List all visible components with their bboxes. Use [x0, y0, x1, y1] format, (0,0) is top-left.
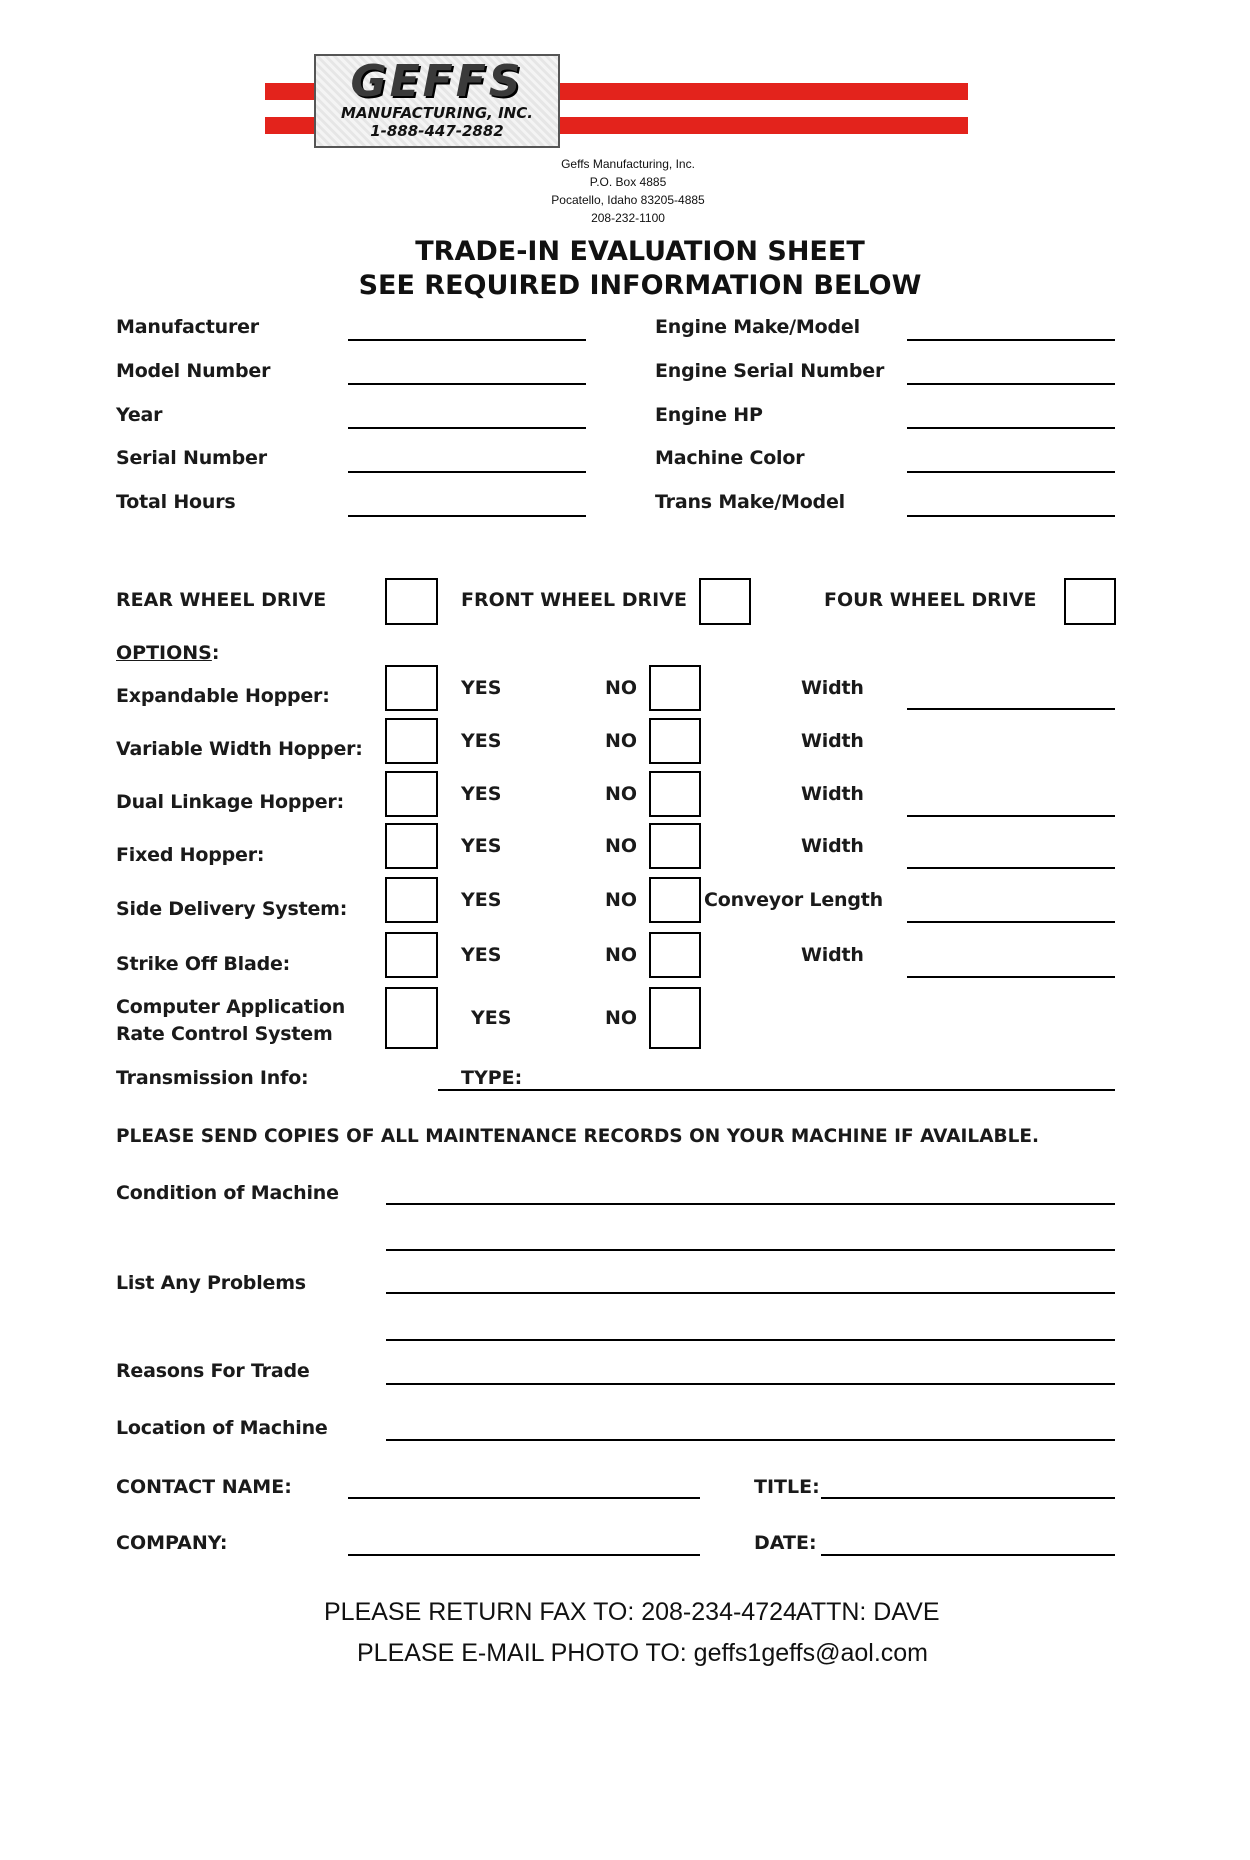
yes-label: YES — [461, 783, 502, 805]
logo-phone: 1-888-447-2882 — [370, 122, 504, 140]
option-label-computer-application: Computer Application — [116, 996, 346, 1018]
width-label: Width — [801, 835, 864, 857]
condition-line-1[interactable] — [386, 1203, 1115, 1205]
problems-line-1[interactable] — [386, 1292, 1115, 1294]
width-label: Width — [801, 730, 864, 752]
computer-rate-control-yes-checkbox[interactable] — [385, 987, 438, 1049]
fixed-hopper-yes-checkbox[interactable] — [385, 823, 438, 869]
list-any-problems-label: List Any Problems — [116, 1272, 306, 1294]
company-label: COMPANY: — [116, 1532, 228, 1554]
field-label-year: Year — [116, 404, 163, 426]
contact-name-label: CONTACT NAME: — [116, 1476, 292, 1498]
fax-attention: ATTN: DAVE — [796, 1598, 940, 1626]
no-label: NO — [605, 730, 638, 752]
field-label-trans-make-model: Trans Make/Model — [655, 491, 845, 513]
serial-number-input-line[interactable] — [348, 471, 586, 473]
address-line: P.O. Box 4885 — [589, 175, 667, 189]
width-label: Width — [801, 677, 864, 699]
strike-off-blade-yes-checkbox[interactable] — [385, 932, 438, 978]
date-label: DATE: — [754, 1532, 817, 1554]
conveyor-length-line[interactable] — [907, 921, 1115, 923]
option-label-fixed-hopper: Fixed Hopper: — [116, 844, 265, 866]
model-number-input-line[interactable] — [348, 383, 586, 385]
field-label-serial-number: Serial Number — [116, 447, 267, 469]
strike-off-blade-no-checkbox[interactable] — [649, 932, 701, 978]
fixed-hopper-no-checkbox[interactable] — [649, 823, 701, 869]
options-heading — [116, 642, 219, 664]
condition-line-2[interactable] — [386, 1249, 1115, 1251]
field-label-model-number: Model Number — [116, 360, 271, 382]
yes-label: YES — [461, 835, 502, 857]
fixed-hopper-width-line[interactable] — [907, 867, 1115, 869]
no-label: NO — [605, 944, 638, 966]
side-delivery-system-no-checkbox[interactable] — [649, 877, 701, 923]
field-label-machine-color: Machine Color — [655, 447, 805, 469]
manufacturer-input-line[interactable] — [348, 339, 586, 341]
option-label-variable-width-hopper: Variable Width Hopper: — [116, 738, 363, 760]
yes-label: YES — [471, 1007, 512, 1029]
drive-label-rear: REAR WHEEL DRIVE — [116, 589, 327, 611]
form-subtitle: SEE REQUIRED INFORMATION BELOW — [358, 270, 922, 301]
width-label: Width — [801, 783, 864, 805]
address-line: 208-232-1100 — [591, 211, 665, 225]
no-label: NO — [605, 835, 638, 857]
option-label-rate-control-system: Rate Control System — [116, 1023, 333, 1045]
date-line[interactable] — [821, 1554, 1115, 1556]
field-label-engine-make-model: Engine Make/Model — [655, 316, 860, 338]
no-label: NO — [605, 889, 638, 911]
problems-line-2[interactable] — [386, 1339, 1115, 1341]
logo-subtitle: MANUFACTURING, INC. — [341, 104, 533, 122]
total-hours-input-line[interactable] — [348, 515, 586, 517]
drive-label-four: FOUR WHEEL DRIVE — [824, 589, 1037, 611]
company-address — [478, 155, 778, 227]
width-label: Width — [801, 944, 864, 966]
contact-name-line[interactable] — [348, 1497, 700, 1499]
fax-instruction: PLEASE RETURN FAX TO: 208-234-4724 — [324, 1598, 797, 1626]
field-label-manufacturer: Manufacturer — [116, 316, 259, 338]
option-label-dual-linkage-hopper: Dual Linkage Hopper: — [116, 791, 344, 813]
expandable-hopper-no-checkbox[interactable] — [649, 665, 701, 711]
form-title: TRADE-IN EVALUATION SHEET — [415, 236, 865, 267]
expandable-hopper-yes-checkbox[interactable] — [385, 665, 438, 711]
location-line[interactable] — [386, 1439, 1115, 1441]
rear-wheel-drive-checkbox[interactable] — [385, 578, 438, 625]
front-wheel-drive-checkbox[interactable] — [699, 578, 751, 625]
option-label-expandable-hopper: Expandable Hopper: — [116, 685, 330, 707]
no-label: NO — [605, 677, 638, 699]
four-wheel-drive-checkbox[interactable] — [1064, 578, 1116, 625]
field-label-total-hours: Total Hours — [116, 491, 236, 513]
expandable-hopper-width-line[interactable] — [907, 708, 1115, 710]
no-label: NO — [605, 783, 638, 805]
reasons-for-trade-label: Reasons For Trade — [116, 1360, 310, 1382]
company-logo — [314, 54, 560, 148]
variable-width-hopper-no-checkbox[interactable] — [649, 718, 701, 764]
field-label-engine-hp: Engine HP — [655, 404, 763, 426]
title-label: TITLE: — [754, 1476, 820, 1498]
engine-hp-input-line[interactable] — [907, 427, 1115, 429]
transmission-info-label: Transmission Info: — [116, 1067, 309, 1089]
machine-color-input-line[interactable] — [907, 471, 1115, 473]
logo-name: GEFFS — [350, 56, 524, 107]
computer-rate-control-no-checkbox[interactable] — [649, 987, 701, 1049]
conveyor-length-label: Conveyor Length — [704, 889, 883, 911]
title-line[interactable] — [821, 1497, 1115, 1499]
options-heading-text: OPTIONS — [116, 642, 212, 664]
dual-linkage-hopper-yes-checkbox[interactable] — [385, 771, 438, 817]
option-label-side-delivery-system: Side Delivery System: — [116, 898, 348, 920]
maintenance-records-note: PLEASE SEND COPIES OF ALL MAINTENANCE RECORDS ON YOUR MACHINE IF AVAILABLE. — [116, 1126, 1040, 1147]
drive-label-front: FRONT WHEEL DRIVE — [461, 589, 687, 611]
dual-linkage-hopper-width-line[interactable] — [907, 815, 1115, 817]
address-line: Pocatello, Idaho 83205-4885 — [551, 193, 705, 207]
company-line[interactable] — [348, 1554, 700, 1556]
variable-width-hopper-yes-checkbox[interactable] — [385, 718, 438, 764]
address-line: Geffs Manufacturing, Inc. — [561, 157, 695, 171]
options-heading-colon: : — [211, 642, 220, 664]
transmission-type-line[interactable] — [438, 1089, 1115, 1091]
year-input-line[interactable] — [348, 427, 586, 429]
condition-of-machine-label: Condition of Machine — [116, 1182, 339, 1204]
transmission-type-label: TYPE: — [461, 1067, 523, 1089]
side-delivery-system-yes-checkbox[interactable] — [385, 877, 438, 923]
engine-serial-input-line[interactable] — [907, 383, 1115, 385]
no-label: NO — [605, 1007, 638, 1029]
yes-label: YES — [461, 677, 502, 699]
trans-make-model-input-line[interactable] — [907, 515, 1115, 517]
yes-label: YES — [461, 889, 502, 911]
option-label-strike-off-blade: Strike Off Blade: — [116, 953, 291, 975]
dual-linkage-hopper-no-checkbox[interactable] — [649, 771, 701, 817]
location-of-machine-label: Location of Machine — [116, 1417, 328, 1439]
reasons-line[interactable] — [386, 1383, 1115, 1385]
field-label-engine-serial-number: Engine Serial Number — [655, 360, 885, 382]
yes-label: YES — [461, 730, 502, 752]
yes-label: YES — [461, 944, 502, 966]
strike-off-blade-width-line[interactable] — [907, 976, 1115, 978]
engine-make-model-input-line[interactable] — [907, 339, 1115, 341]
email-instruction: PLEASE E-MAIL PHOTO TO: geffs1geffs@aol.com — [357, 1639, 928, 1667]
